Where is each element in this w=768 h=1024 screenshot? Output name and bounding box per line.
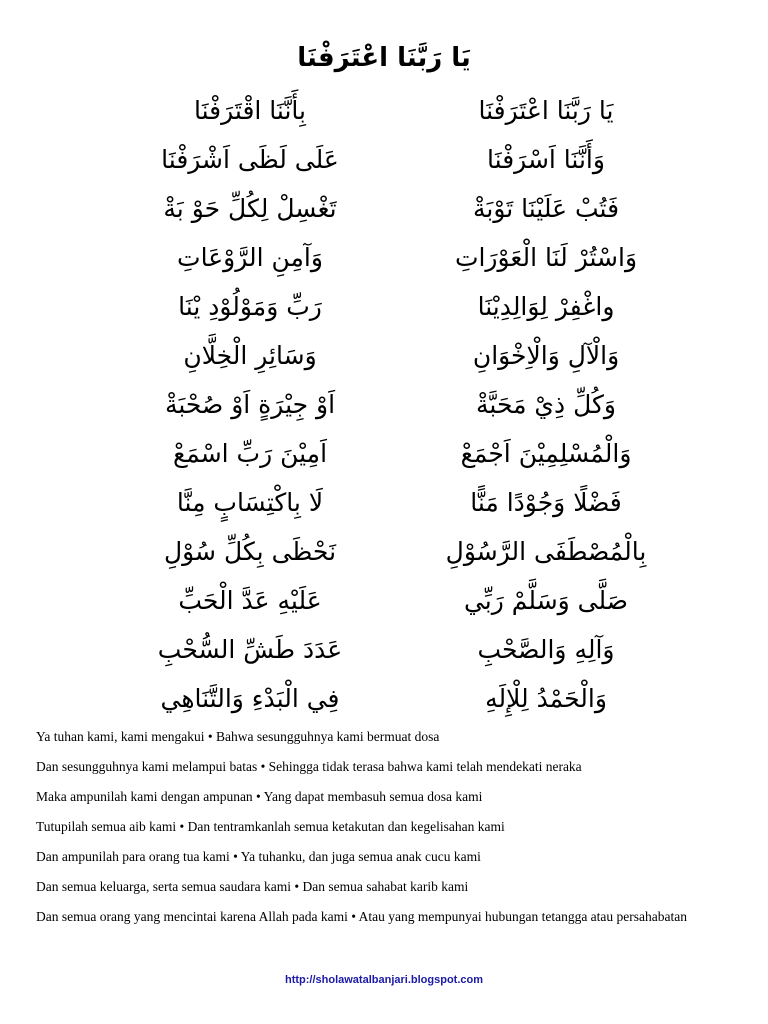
verse-second-half: اَوْ جِيْرَةٍ اَوْ صُحْبَةْ: [164, 390, 336, 419]
verse-second-half: رَبِّ وَمَوْلُوْدِ يْنَا: [178, 292, 322, 321]
verse-row: [0, 331, 768, 381]
verse-second-half: وَسَائِرِ الْخِلَّانِ: [183, 341, 317, 370]
verse-row: [0, 429, 768, 479]
translation-block: [36, 730, 732, 940]
verse-first-half: يَا رَبَّنَا اعْتَرَفْنَا: [478, 96, 614, 125]
verse-second-half: فِي الْبَدْءِ وَالتَّنَاهِي: [160, 684, 340, 713]
translation-line: Dan ampunilah para orang tua kami • Ya tuhanku, dan juga semua anak cucu kami: [36, 849, 481, 864]
translation-line: Dan semua orang yang mencintai karena Allah pada kami • Atau yang mempunyai hubungan tetangga atau persahabatan: [36, 909, 687, 924]
verse-row: [0, 674, 768, 724]
verse-row: [0, 135, 768, 185]
verse-first-half: وَالْحَمْدُ لِلْإِلَهِ: [485, 684, 607, 713]
translation-line: Maka ampunilah kami dengan ampunan • Yang dapat membasuh semua dosa kami: [36, 789, 483, 804]
verse-second-half: لَا بِاكْتِسَابٍ مِنَّا: [176, 488, 324, 517]
verse-second-half: نَحْظَى بِكُلِّ سُوْلِ: [163, 537, 337, 566]
verse-first-half: وَأَنَّنَا اَسْرَفْنَا: [487, 145, 605, 174]
verse-row: [0, 184, 768, 234]
verse-second-half: تَغْسِلْ لِكُلِّ حَوْ بَةْ: [163, 194, 337, 223]
verse-first-half: بِالْمُصْطَفَى الرَّسُوْلِ: [445, 537, 647, 566]
verse-second-half: اَمِيْنَ رَبِّ اسْمَعْ: [172, 439, 328, 468]
verse-row: [0, 233, 768, 283]
verse-first-half: وَالْآلِ وَالْاِخْوَانِ: [472, 341, 620, 370]
verse-second-half: بِأَنَّنَا اقْتَرَفْنَا: [194, 96, 306, 125]
verse-second-half: عَلَيْهِ عَدَّ الْحَبِّ: [178, 586, 322, 615]
verse-row: [0, 576, 768, 626]
verse-first-half: وَالْمُسْلِمِيْنَ اَجْمَعْ: [460, 439, 632, 468]
blog-link[interactable]: http://sholawatalbanjari.blogspot.com: [284, 974, 483, 986]
verse-second-half: عَلَى لَظَى اَشْرَفْنَا: [161, 145, 339, 174]
verse-row: [0, 282, 768, 332]
verse-first-half: وَاسْتُرْ لَنَا الْعَوْرَاتِ: [454, 243, 638, 272]
verse-first-half: صَلَّى وَسَلَّمْ رَبِّي: [463, 586, 629, 615]
verse-first-half: وَكُلِّ ذِيْ مَحَبَّةْ: [476, 390, 616, 419]
translation-line: Ya tuhan kami, kami mengakui • Bahwa sesungguhnya kami bermuat dosa: [36, 729, 440, 744]
verse-row: [0, 478, 768, 528]
verse-first-half: فَتُبْ عَلَيْنَا تَوْبَةْ: [472, 194, 620, 223]
verse-row: [0, 86, 768, 136]
verse-first-half: واغْفِرْ لِوَالِدِيْنَا: [477, 292, 615, 321]
poem-title: يَا رَبَّنَا اعْتَرَفْنَا: [297, 43, 471, 73]
verse-row: [0, 380, 768, 430]
verse-first-half: وَآلِهِ وَالصَّحْبِ: [477, 635, 615, 664]
verse-row: [0, 625, 768, 675]
verse-second-half: عَدَدَ طَشِّ السُّحْبِ: [157, 635, 343, 664]
poem-verses: [0, 86, 768, 726]
footer: [0, 968, 768, 987]
verse-row: [0, 527, 768, 577]
verse-first-half: فَضْلًا وَجُوْدًا مَنًّا: [470, 488, 622, 517]
translation-line: Dan semua keluarga, serta semua saudara kami • Dan semua sahabat karib kami: [36, 879, 469, 894]
translation-line: Dan sesungguhnya kami melampui batas • Sehingga tidak terasa bahwa kami telah mendekati neraka: [36, 759, 582, 774]
translation-line: Tutupilah semua aib kami • Dan tentramkanlah semua ketakutan dan kegelisahan kami: [36, 819, 505, 834]
verse-second-half: وَآمِنِ الرَّوْعَاتِ: [177, 243, 323, 272]
